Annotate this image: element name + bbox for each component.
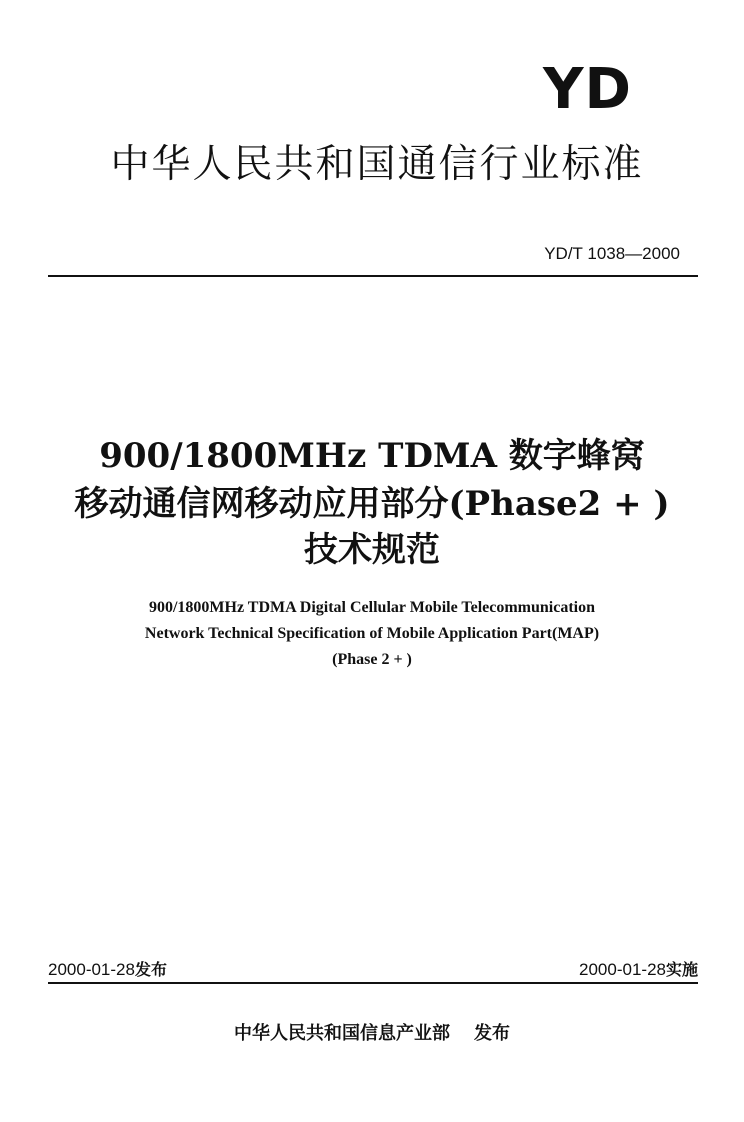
issuer-action: 发布 <box>474 1023 510 1044</box>
title-cn-line2: 移动通信网移动应用部分(Phase2 + ) <box>74 484 670 524</box>
title-en-line3: (Phase 2 + ) <box>332 651 412 668</box>
issue-date <box>48 957 167 980</box>
issuer-name: 中华人民共和国信息产业部 <box>234 1023 450 1044</box>
logo: YD <box>542 57 632 122</box>
title-cn-line3: 技术规范 <box>304 530 440 570</box>
title-en-line1: 900/1800MHz TDMA Digital Cellular Mobile Telecommunication <box>148 599 596 616</box>
title-en-line2: Network Technical Specification of Mobile Application Part(MAP) <box>144 625 600 642</box>
implement-date-label: 实施 <box>665 960 698 979</box>
bottom-rule <box>48 982 698 984</box>
title-cn-line1: 900/1800MHz TDMA 数字蜂窝 <box>99 436 645 476</box>
implement-date-value: 2000-01-28 <box>579 960 666 979</box>
issue-date-value: 2000-01-28 <box>48 960 135 979</box>
top-rule <box>48 275 698 277</box>
implement-date <box>579 957 698 980</box>
issue-date-label: 发布 <box>134 960 167 979</box>
standard-name: 中华人民共和国通信行业标准 <box>110 142 644 187</box>
standard-number: YD/T 1038—2000 <box>544 244 680 263</box>
issuer <box>0 1019 744 1045</box>
